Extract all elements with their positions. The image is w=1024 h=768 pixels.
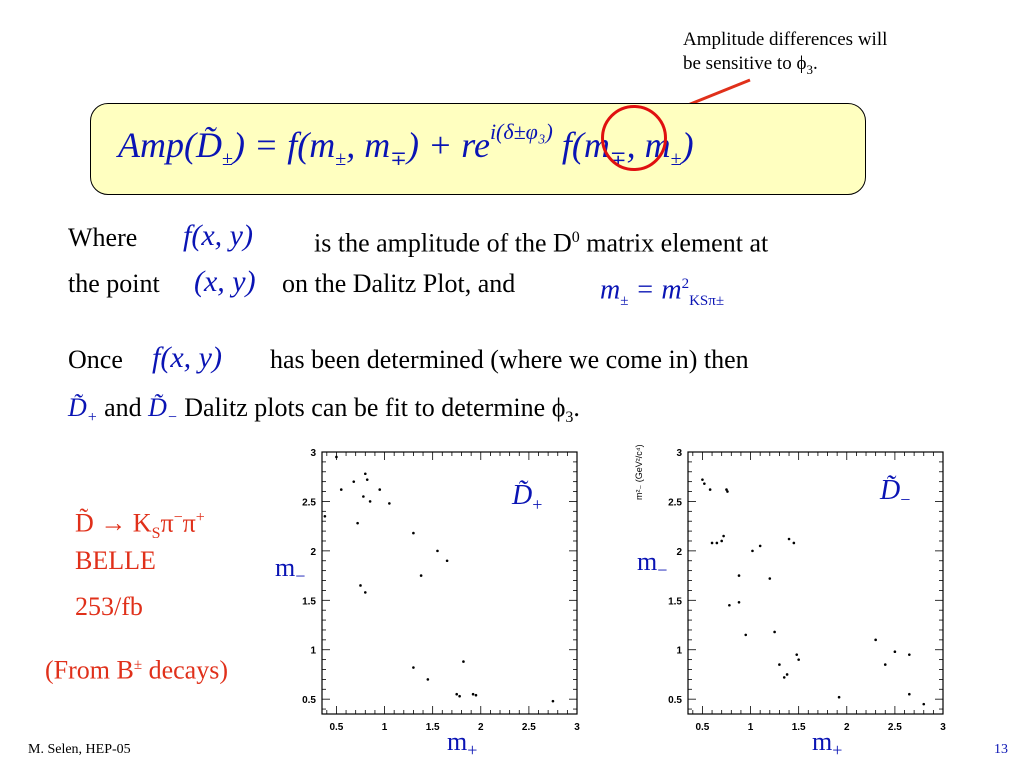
y-tick-label: 3 <box>310 448 316 459</box>
data-point <box>412 532 415 535</box>
x-tick-label: 2.5 <box>521 722 536 730</box>
data-point <box>701 478 704 481</box>
data-point <box>369 500 372 503</box>
data-point <box>908 693 911 696</box>
phi-symbol: ϕ <box>796 53 807 74</box>
annotation-line2: be sensitive to $\phi_3$. <box>683 53 818 77</box>
fxy-formula-2: f(x, y) <box>152 341 222 374</box>
where-label: Where <box>68 223 138 252</box>
data-point <box>462 660 465 663</box>
data-point <box>446 559 449 562</box>
source-note: (From B± decays) <box>45 655 228 685</box>
data-point <box>728 604 731 607</box>
data-point <box>703 482 706 485</box>
data-point <box>427 678 430 681</box>
x-tick-label: 1 <box>381 722 388 730</box>
x-tick-label: 2 <box>477 722 484 730</box>
data-point <box>838 696 841 699</box>
data-point <box>768 577 771 580</box>
data-point <box>786 673 789 676</box>
right-yaxis-label: $m_-$ <box>637 547 668 581</box>
data-point <box>455 693 458 696</box>
data-point <box>884 663 887 666</box>
right-plot-title: $D̃_-$ <box>880 475 911 510</box>
left-xaxis-label: $m_+$ <box>447 727 478 761</box>
data-point <box>552 700 555 703</box>
data-point <box>795 653 798 656</box>
dalitz-fit-line: $D̃_+$ and $D̃_-$ Dalitz plots can be fit to determine $\phi_3$. <box>68 393 580 427</box>
data-point <box>340 488 343 491</box>
data-point <box>716 542 719 545</box>
data-point <box>362 495 365 498</box>
y-tick-label: 1.5 <box>668 596 682 608</box>
fxy-formula: f(x, y) <box>183 219 253 252</box>
experiment-label: BELLE <box>75 546 156 575</box>
y-tick-label: 1 <box>310 645 316 657</box>
data-point <box>412 666 415 669</box>
data-point <box>352 480 355 483</box>
y-tick-label: 0.5 <box>668 695 682 707</box>
phase-exponent: i(δ±φ₃) <box>489 119 553 144</box>
data-point <box>388 502 391 505</box>
data-point <box>778 663 781 666</box>
data-point <box>356 522 359 525</box>
right-plot-ylabel: m²₋ (GeV²/c⁴) <box>634 444 644 500</box>
x-tick-label: 0.5 <box>329 722 344 730</box>
once-label: Once <box>68 345 123 374</box>
data-point <box>378 488 381 491</box>
data-point <box>722 535 725 538</box>
data-point <box>908 653 911 656</box>
data-point <box>783 676 786 679</box>
y-tick-label: 2.5 <box>668 497 682 509</box>
x-tick-label: 0.5 <box>695 722 710 730</box>
left-yaxis-label: $m_-$ <box>275 553 306 587</box>
data-point <box>366 478 369 481</box>
m-definition: $m_\pm = m^2_{KS\pi\pm}$ <box>600 274 725 309</box>
the-point-label: the point <box>68 269 160 298</box>
y-tick-label: 0.5 <box>302 695 316 707</box>
data-point <box>744 634 747 637</box>
data-point <box>359 584 362 587</box>
annotation-line1: Amplitude differences will <box>683 29 888 50</box>
data-point <box>793 542 796 545</box>
data-point <box>436 550 439 553</box>
data-point <box>364 591 367 594</box>
y-tick-label: 2 <box>676 546 682 558</box>
data-point <box>472 693 475 696</box>
right-xaxis-label: $m_+$ <box>812 727 843 761</box>
data-point <box>788 538 791 541</box>
data-point <box>475 694 478 697</box>
data-point <box>726 490 729 493</box>
data-point <box>420 574 423 577</box>
data-point <box>458 695 461 698</box>
left-plot-title: $D̃_+$ <box>512 480 543 515</box>
data-point <box>720 540 723 543</box>
y-tick-label: 2 <box>310 546 316 558</box>
decay-mode: D̃ → $K_S\pi^-\pi^+$ <box>75 508 205 542</box>
data-point <box>324 515 327 518</box>
x-tick-label: 2.5 <box>887 722 902 730</box>
dalitz-plot-dplus <box>290 440 590 730</box>
y-tick-label: 1 <box>676 645 682 657</box>
data-point <box>364 472 367 475</box>
phi-sub: 3 <box>806 61 813 77</box>
x-tick-label: 1.5 <box>791 722 806 730</box>
data-point <box>797 658 800 661</box>
y-tick-label: 1.5 <box>302 596 316 608</box>
footer-author: M. Selen, HEP-05 <box>28 742 131 757</box>
once-rest: has been determined (where we come in) then <box>270 345 749 374</box>
data-point <box>709 488 712 491</box>
x-tick-label: 1.5 <box>425 722 440 730</box>
x-tick-label: 3 <box>940 722 946 730</box>
annotation-note <box>683 28 887 82</box>
amplitude-equation: $Amp(D̃_\pm) = f(m_\pm$, $m_\mp) + re^{i(\delta\pm\varphi_3)}$ $f(m_\mp$, $m_\pm$) <box>118 119 694 171</box>
data-point <box>738 574 741 577</box>
x-tick-label: 3 <box>574 722 580 730</box>
x-tick-label: 1 <box>747 722 754 730</box>
where-rest: is the amplitude of the $D^0$ matrix element at <box>314 228 769 258</box>
dalitz-plot-text: on the Dalitz Plot, and <box>282 269 516 298</box>
x-tick-label: 2 <box>843 722 850 730</box>
y-tick-label: 3 <box>676 448 682 459</box>
data-point <box>894 650 897 653</box>
highlight-circle <box>601 105 667 171</box>
data-point <box>711 542 714 545</box>
data-point <box>335 456 338 459</box>
data-point <box>738 601 741 604</box>
luminosity-label: 253/fb <box>75 592 143 621</box>
data-point <box>759 545 762 548</box>
data-point <box>874 639 877 642</box>
y-tick-label: 2.5 <box>302 497 316 509</box>
data-point <box>751 550 754 553</box>
data-point <box>773 631 776 634</box>
page-number: 13 <box>994 742 1008 757</box>
xy-formula: (x, y) <box>194 265 256 298</box>
data-point <box>922 703 925 706</box>
